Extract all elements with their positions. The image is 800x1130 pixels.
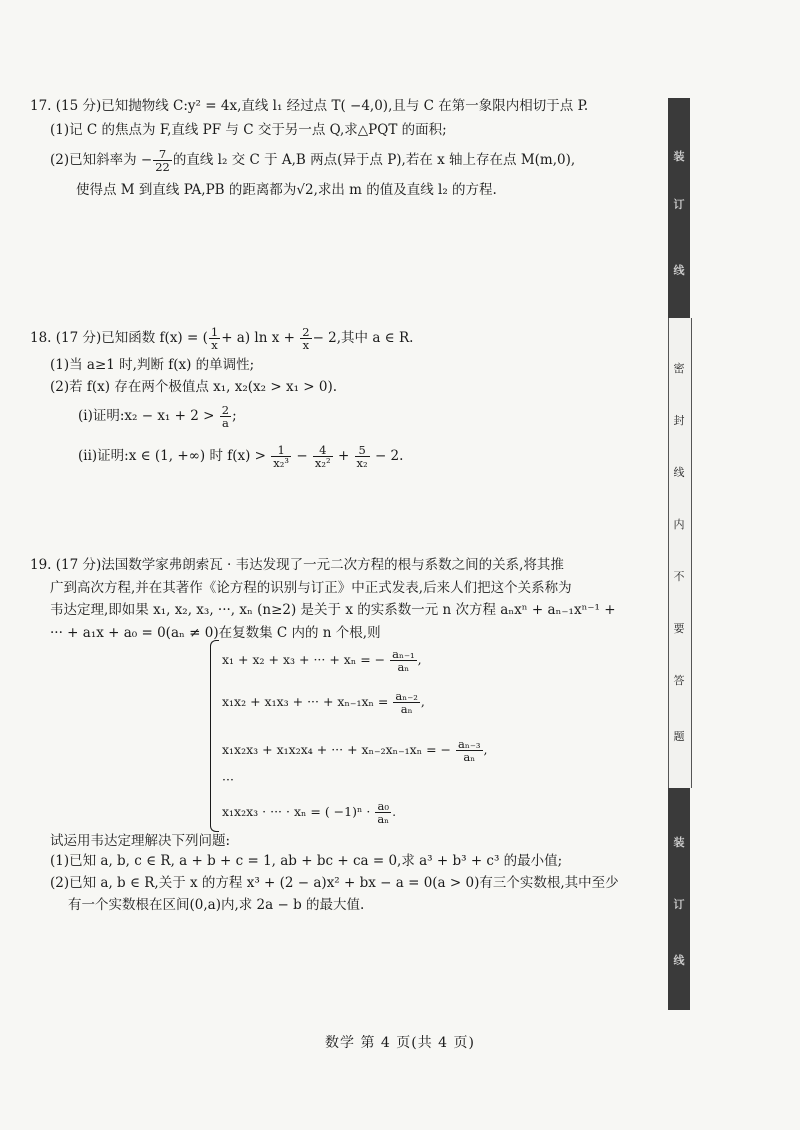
vieta-eq-1: x₁ + x₂ + x₃ + ··· + xₙ = − $\frac{\text{aₙ₋₁}}{\text{aₙ}}$ , bbox=[222, 647, 422, 674]
binding-char-top-1: 装 bbox=[673, 150, 685, 163]
binding-char-mid-6: 要 bbox=[673, 622, 685, 635]
binding-char-mid-7: 答 bbox=[673, 674, 685, 687]
q18-line2: (1)当 a≥1 时,判断 f(x) 的单调性; bbox=[50, 357, 255, 373]
vieta-ellipsis: ··· bbox=[222, 772, 234, 787]
q19-line7: (2)已知 a, b ∈ R,关于 x 的方程 x³ + (2 − a)x² + bx − a = 0(a > 0)有三个实数根,其中至少 bbox=[50, 875, 619, 891]
binding-char-top-2: 订 bbox=[673, 198, 685, 211]
vieta-eq-n: x₁x₂x₃ · ··· · xₙ = ( −1)ⁿ · $\frac{\text{a₀}}{\text{aₙ}}$ . bbox=[222, 799, 397, 826]
vieta-eq-3: x₁x₂x₃ + x₁x₂x₄ + ··· + xₙ₋₂xₙ₋₁xₙ = − $\frac{\text{aₙ₋₃}}{\text{aₙ}}$ , bbox=[222, 737, 488, 764]
vieta-eq-2-fraction: $\frac{\text{aₙ₋₂}}{\text{aₙ}}$ bbox=[395, 689, 418, 716]
q19-line3: 韦达定理,即如果 x₁, x₂, x₃, ···, xₙ (n≥2) 是关于 x 的实系数一元 n 次方程 aₙxⁿ + aₙ₋₁xⁿ⁻¹ + bbox=[50, 602, 616, 618]
q18-line1: 18. (17 分)已知函数 f(x) = ( $\frac{1}{x}$ + a) ln x + $\frac{2}{x}$ − 2,其中 a ∈ R. bbox=[30, 325, 414, 352]
binding-char-mid-5: 不 bbox=[673, 570, 685, 583]
q18-frac-2-over-a: $\frac{2}{a}$ bbox=[221, 403, 230, 430]
q19-line2: 广到高次方程,并在其著作《论方程的识别与订正》中正式发表,后来人们把这个关系称为 bbox=[50, 580, 572, 596]
q18-frac-4-over-x2-squared: $\frac{4}{\text{x₂²}}$ bbox=[314, 443, 331, 470]
q19-line5: 试运用韦达定理解决下列问题: bbox=[50, 833, 231, 849]
vieta-eq-2: x₁x₂ + x₁x₃ + ··· + xₙ₋₁xₙ = $\frac{\text{aₙ₋₂}}{\text{aₙ}}$ , bbox=[222, 689, 425, 716]
q18-line3: (2)若 f(x) 存在两个极值点 x₁, x₂(x₂ > x₁ > 0). bbox=[50, 379, 338, 395]
q19-line8: 有一个实数根在区间(0,a)内,求 2a − b 的最大值. bbox=[68, 897, 365, 913]
q18-frac-2-over-x: $\frac{2}{x}$ bbox=[302, 325, 310, 352]
q19-line6: (1)已知 a, b, c ∈ R, a + b + c = 1, ab + bc + ca = 0,求 a³ + b³ + c³ 的最小值; bbox=[50, 853, 563, 869]
q17-slope-fraction: $\frac{7}{22}$ bbox=[155, 147, 170, 174]
q19-line4: ··· + a₁x + a₀ = 0(aₙ ≠ 0)在复数集 C 内的 n 个根,则 bbox=[50, 625, 381, 641]
binding-char-mid-1: 密 bbox=[673, 362, 685, 375]
binding-char-mid-3: 线 bbox=[673, 466, 685, 479]
vieta-eq-n-fraction: $\frac{\text{a₀}}{\text{aₙ}}$ bbox=[377, 799, 390, 826]
vieta-eq-1-fraction: $\frac{\text{aₙ₋₁}}{\text{aₙ}}$ bbox=[392, 647, 415, 674]
q17-line3-text-b: 的直线 l₂ 交 C 于 A,B 两点(异于点 P),若在 x 轴上存在点 M(m,0), bbox=[172, 152, 576, 168]
q17-line1: 17. (15 分)已知抛物线 C:y² = 4x,直线 l₁ 经过点 T( −4,0),且与 C 在第一象限内相切于点 P. bbox=[30, 98, 589, 114]
q18-frac-1-over-x: $\frac{1}{x}$ bbox=[210, 325, 219, 352]
binding-char-mid-4: 内 bbox=[673, 518, 685, 531]
binding-char-bottom-3: 线 bbox=[673, 954, 685, 967]
q18-frac-1-over-x2-cubed: $\frac{1}{\text{x₂³}}$ bbox=[273, 443, 290, 470]
q17-line3 bbox=[50, 148, 575, 173]
binding-char-mid-8: 题 bbox=[673, 730, 685, 743]
binding-char-bottom-2: 订 bbox=[673, 898, 685, 911]
binding-char-mid-2: 封 bbox=[673, 414, 685, 427]
page-footer: 数学 第 4 页(共 4 页) bbox=[325, 1035, 475, 1051]
binding-char-bottom-1: 装 bbox=[673, 836, 685, 849]
q19-line1: 19. (17 分)法国数学家弗朗索瓦 · 韦达发现了一元二次方程的根与系数之间的关系,将其推 bbox=[30, 557, 564, 573]
binding-char-top-3: 线 bbox=[673, 264, 685, 277]
q17-line4: 使得点 M 到直线 PA,PB 的距离都为√2,求出 m 的值及直线 l₂ 的方程. bbox=[76, 182, 497, 198]
q17-line2: (1)记 C 的焦点为 F,直线 PF 与 C 交于另一点 Q,求△PQT 的面积; bbox=[50, 122, 447, 138]
binding-strip-middle bbox=[668, 318, 692, 788]
vieta-system-brace bbox=[210, 640, 219, 832]
vieta-eq-3-fraction: $\frac{\text{aₙ₋₃}}{\text{aₙ}}$ bbox=[458, 737, 481, 764]
q18-line4: (i)证明:x₂ − x₁ + 2 > $\frac{2}{a}$ ; bbox=[78, 403, 237, 430]
q18-line5: (ii)证明:x ∈ (1, +∞) 时 f(x) > $\frac{1}{\text{x₂³}}$ − $\frac{4}{\text{x₂²}}$ + $\frac{5}{\text{x₂}}$ − 2. bbox=[78, 443, 404, 470]
q17-line3-text-a: (2)已知斜率为 − bbox=[50, 152, 153, 168]
q18-frac-5-over-x2: $\frac{5}{\text{x₂}}$ bbox=[356, 443, 368, 470]
